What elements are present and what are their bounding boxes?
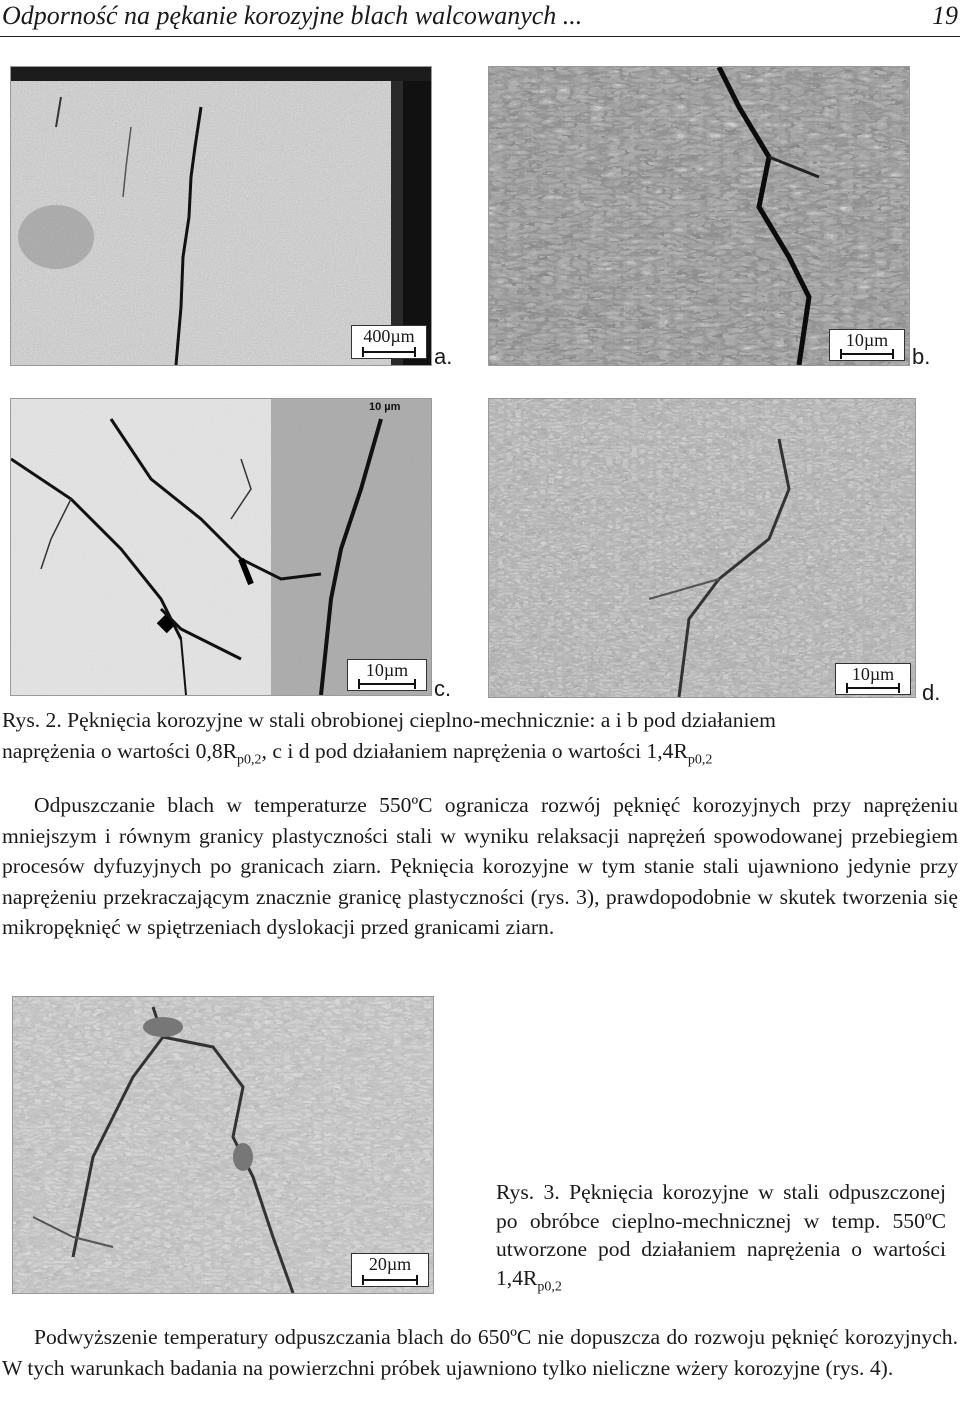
scale-bar-a [351,325,427,359]
panel-letter-d: d. [922,680,941,705]
micrograph-fig3 [12,996,434,1294]
scale-bar-b [829,329,905,361]
scale-label-b: 10µm [845,330,889,350]
scale-label-small-c: 10 µm [369,401,401,413]
figure-2-caption [2,705,958,766]
panel-letter-c: c. [434,676,452,701]
scale-label-a: 400µm [363,326,415,346]
body-paragraph-2: Podwyższenie temperatury odpuszczania blach do 650ºC nie dopuszcza do rozwoju pęknięć korozyjnych. W tych warunkach badania na powierzchni próbek ujawniono tylko nieliczne wżery korozyjne (rys. 4). [2,1325,958,1380]
scale-label-d: 10µm [851,664,895,684]
caption-2-line-1: Rys. 2. Pęknięcia korozyjne w stali obrobionej cieplno-mechnicznie: a i b pod działaniem [2,708,776,732]
figure-3-caption: Rys. 3. Pęknięcia korozyjne w stali odpuszczonej po obróbce cieplno-mechnicznej w temp. 550ºC utworzone pod działaniem naprężenia o wartości $1,4R_{p0,2}$ [496,1180,946,1294]
scale-label-c: 10µm [365,660,409,680]
running-header [0,0,960,37]
scale-bar-fig3 [351,1253,429,1287]
micrograph-b [488,66,910,366]
micrograph-d [488,398,916,698]
body-paragraph-1: Odpuszczanie blach w temperaturze 550ºC ogranicza rozwój pęknięć korozyjnych przy naprężeniu mniejszym i równym granicy plastyczności stali w wyniku relaksacji naprężeń spowodowanej przebiegiem procesów dyfuzyjnych po granicach ziarn. Pęknięcia korozyjne w tym stanie stali ujawniono jedynie przy naprężeniu przekraczającym znacznie granicę plastyczności (rys. 3), prawdopodobnie w skutek tworzenia się mikropęknięć w spiętrzeniach dyslokacji przed granicami ziarn. [2,793,958,939]
micrograph-a [10,66,432,366]
micrograph-c [10,398,432,696]
page-number: 19 [932,1,958,30]
scale-label-fig3: 20µm [368,1254,412,1274]
scale-bar-c [347,659,427,691]
running-title: Odporność na pękanie korozyjne blach walcowanych ... [2,1,583,30]
panel-letter-b: b. [912,344,931,369]
caption-2-line-2: naprężenia o wartości $0,8R_{p0,2}$, c i d pod działaniem naprężenia o wartości $1,4R_{p0,2}$ [2,738,713,767]
panel-letter-a: a. [434,344,453,369]
scale-bar-d [835,663,911,695]
